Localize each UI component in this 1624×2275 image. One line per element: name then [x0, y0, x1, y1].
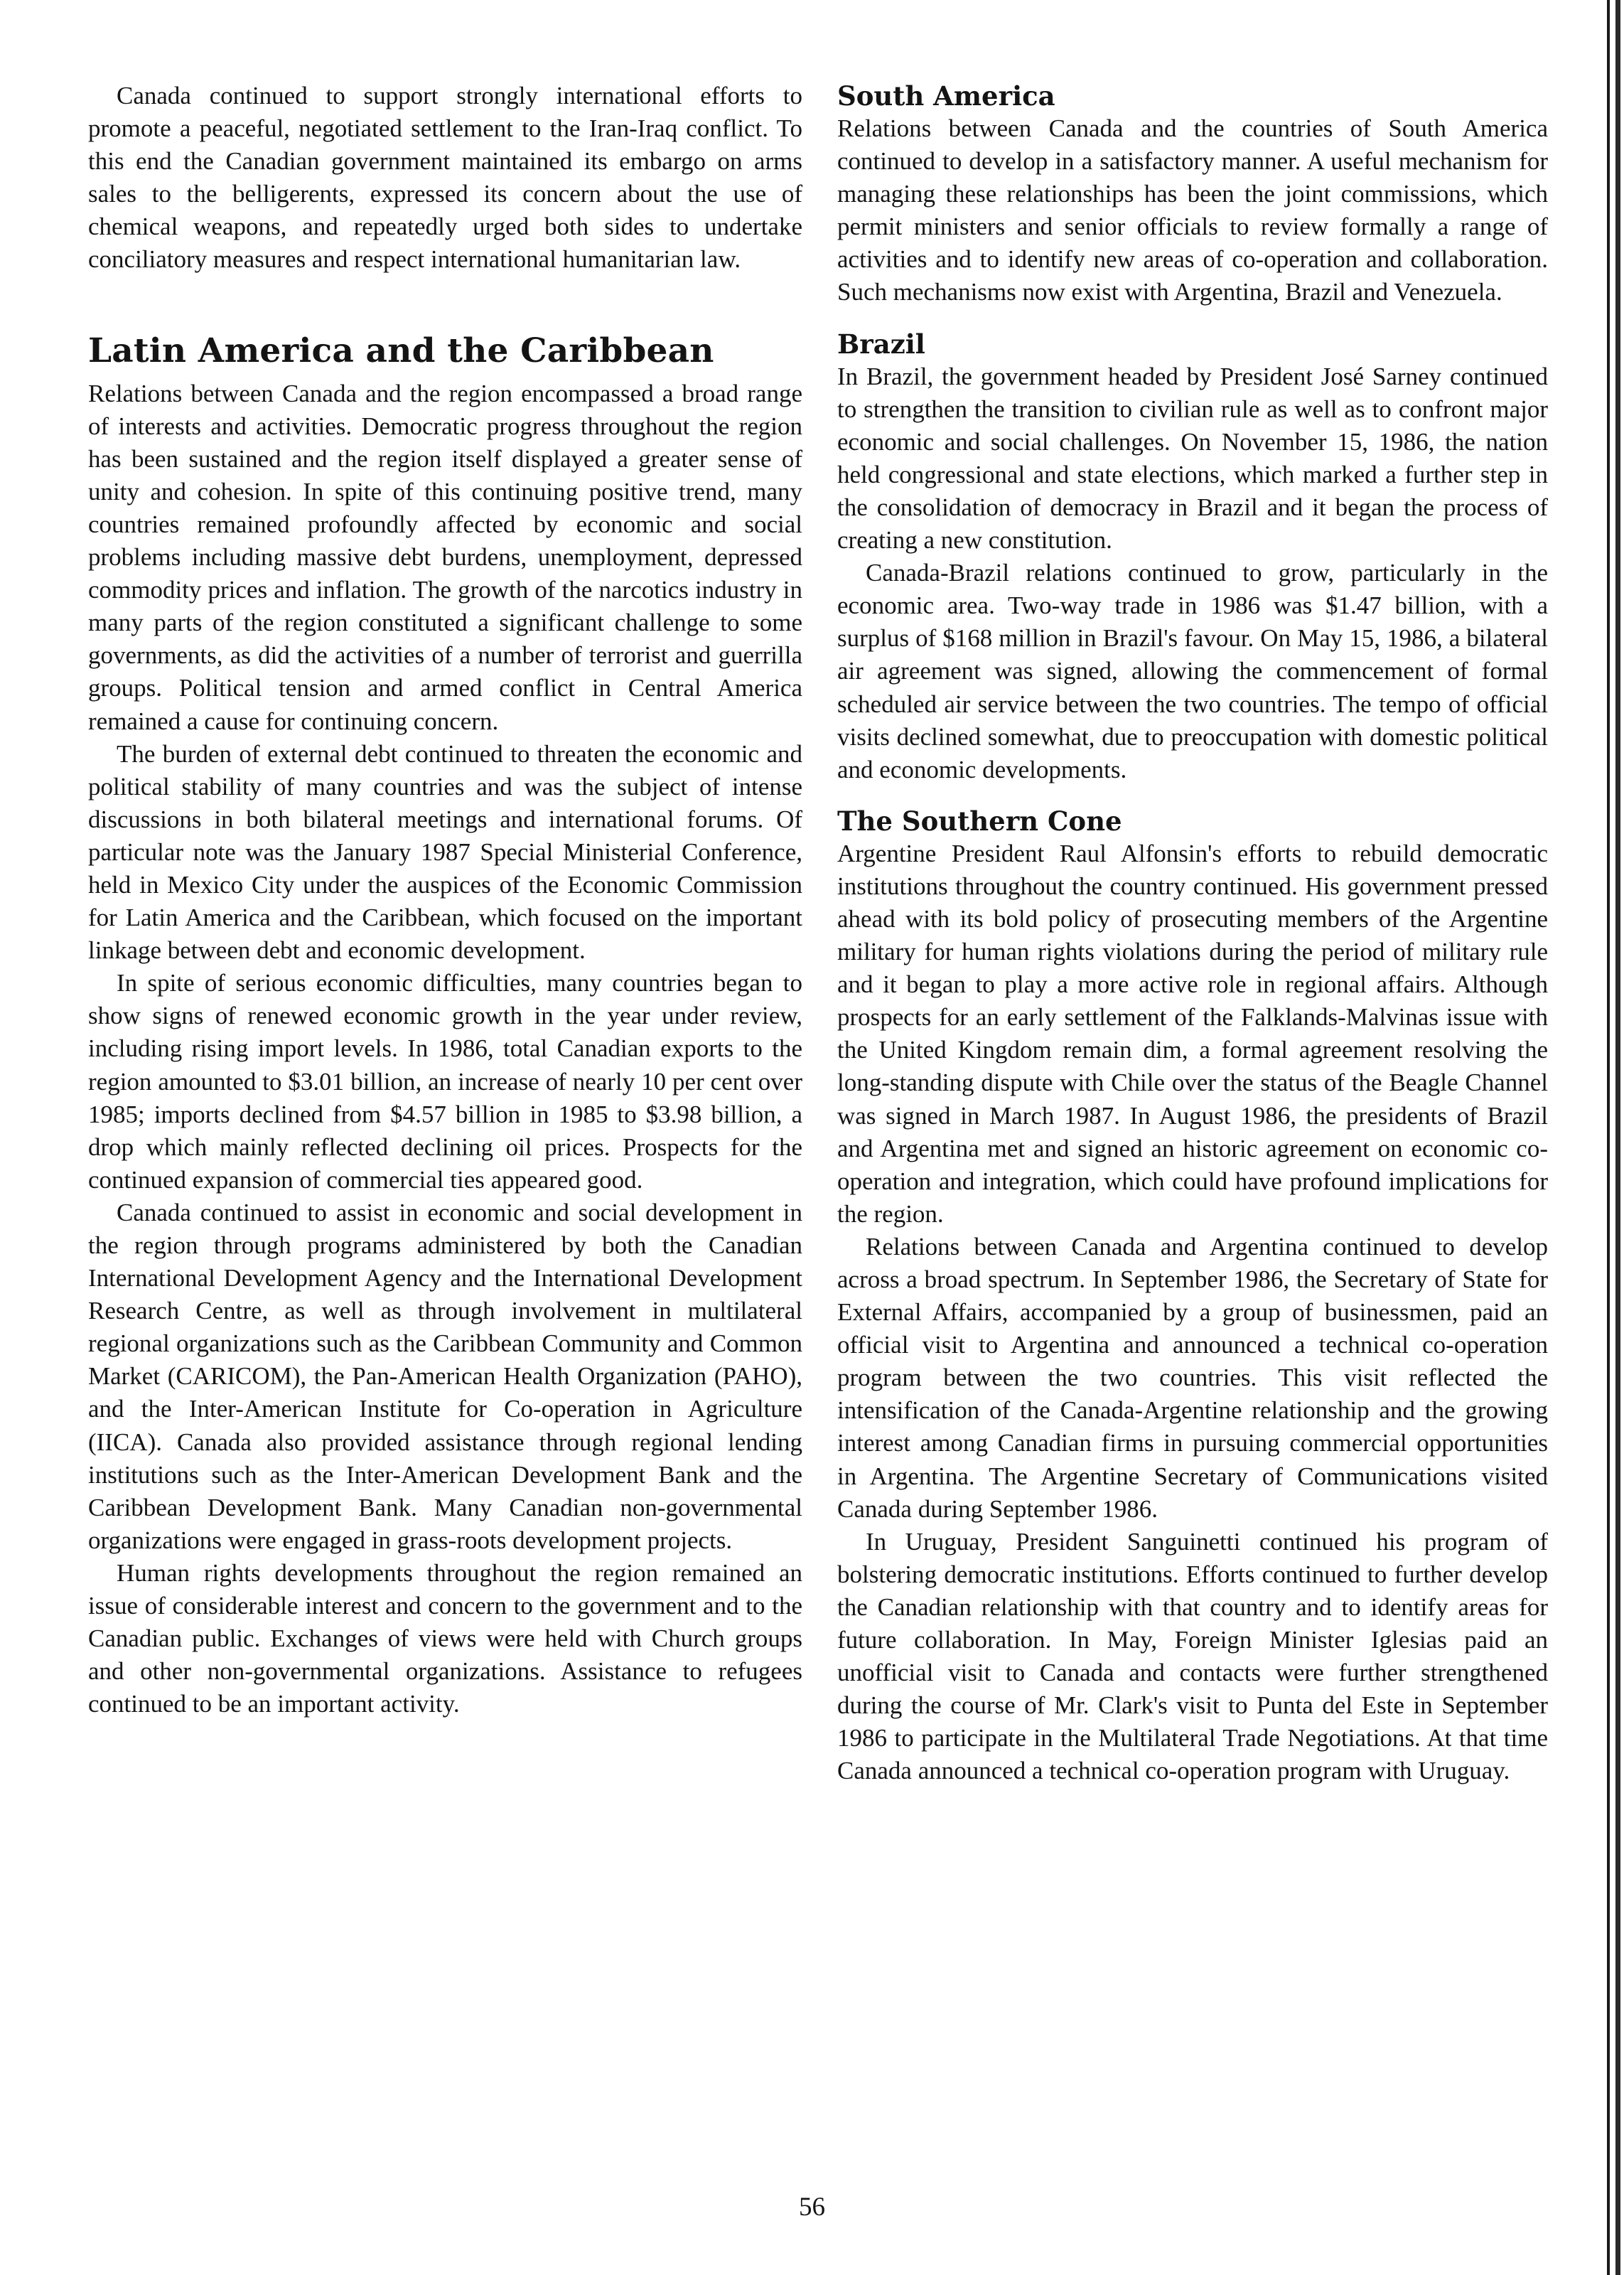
- body-paragraph: In Brazil, the government headed by President José Sarney continued to strengthen the transition to civilian rule as well as to confront major economic and social challenges. On November 15, 1986, the nation held congressional and state elections, which marked a further step in the consolidation of democracy in Brazil and it began the process of creating a new constitution.: [837, 362, 1548, 555]
- body-paragraph: In Uruguay, President Sanguinetti continued his program of bolstering democratic institutions. Efforts continued to further develop the Canadian relationship with that country and to identify areas for future collaboration. In May, Foreign Minister Iglesias paid an unofficial visit to Canada and contacts were further strengthened during the course of Mr. Clark's visit to Punta del Este in September 1986 to participate in the Multilateral Trade Negotiations. At that time Canada announced a technical co-operation program with Uruguay.: [837, 1527, 1548, 1785]
- body-paragraph: Relations between Canada and the region encompassed a broad range of interests and activities. Democratic progress throughout the region has been sustained and the region itself displayed a greater sense of unity and cohesion. In spite of this continuing positive trend, many countries remained profoundly affected by economic and social problems including massive debt burdens, unemployment, depressed commodity prices and inflation. The growth of the narcotics industry in many parts of the region constituted a significant challenge to some governments, as did the activities of a number of terrorist and guerrilla groups. Political tension and armed conflict in Central America remained a cause for continuing concern.: [88, 379, 802, 735]
- subsection-title-south-america: South America: [837, 80, 1055, 112]
- spacer: [837, 786, 1548, 805]
- body-paragraph: Argentine President Raul Alfonsin's efforts to rebuild democratic institutions throughout the country continued. His government pressed ahead with its bold policy of prosecuting members of the Argentine military for human rights violations during the period of military rule and it began to play a more active role in regional affairs. Although prospects for an early settlement of the Falklands-Malvinas issue with the United Kingdom remain dim, a formal agreement resolving the long-standing dispute with Chile over the status of the Beagle Channel was signed in March 1987. In August 1986, the presidents of Brazil and Argentina met and signed an historic agreement on economic co-operation and integration, which could have profound implications for the region.: [837, 839, 1548, 1228]
- page-edge-border: [1604, 0, 1624, 2275]
- spacer: [88, 372, 802, 378]
- subsection-title-southern-cone: The Southern Cone: [837, 805, 1122, 837]
- page-number: 56: [799, 2193, 825, 2222]
- body-paragraph: Relations between Canada and Argentina continued to develop across a broad spectrum. In September 1986, the Secretary of State for External Affairs, accompanied by a group of businessmen, paid an official visit to Argentina and announced a technical co-operation program between the two countries. This visit reflected the intensification of the Canada-Argentine relationship and the growing interest among Canadian firms in pursuing commercial opportunities in Argentina. The Argentine Secretary of Communications visited Canada during September 1986.: [837, 1232, 1548, 1523]
- body-paragraph: Relations between Canada and the countries of South America continued to develop in a satisfactory manner. A useful mechanism for managing these relationships has been the joint commissions, which permit ministers and senior officials to review formally a range of activities and to identify new areas of co-operation and collaboration. Such mechanisms now exist with Argentina, Brazil and Venezuela.: [837, 114, 1548, 306]
- left-column: [88, 80, 802, 1720]
- body-paragraph: Canada continued to assist in economic and social development in the region through programs administered by both the Canadian International Development Agency and the International Development Research Centre, as well as through involvement in multilateral regional organizations such as the Caribbean Community and Common Market (CARICOM), the Pan-American Health Organization (PAHO), and the Inter-American Institute for Co-operation in Agriculture (IICA). Canada also provided assistance through regional lending institutions such as the Inter-American Development Bank and the Caribbean Development Bank. Many Canadian non-governmental organizations were engaged in grass-roots development projects.: [88, 1198, 802, 1554]
- body-paragraph: Human rights developments throughout the region remained an issue of considerable interest and concern to the government and to the Canadian public. Exchanges of views were held with Church groups and other non-governmental organizations. Assistance to refugees continued to be an important activity.: [88, 1558, 802, 1718]
- body-paragraph: In spite of serious economic difficulties, many countries began to show signs of renewed economic growth in the year under review, including rising import levels. In 1986, total Canadian exports to the region amounted to $3.01 billion, an increase of nearly 10 per cent over 1985; imports declined from $4.57 billion in 1985 to $3.98 billion, a drop which mainly reflected declining oil prices. Prospects for the continued expansion of commercial ties appeared good.: [88, 969, 802, 1194]
- right-column: [837, 80, 1548, 1788]
- subsection-title-brazil: Brazil: [837, 328, 925, 360]
- spacer: [837, 309, 1548, 328]
- body-paragraph: Canada-Brazil relations continued to grow, particularly in the economic area. Two-way trade in 1986 was $1.47 billion, with a surplus of $168 million in Brazil's favour. On May 15, 1986, a bilateral air agreement was signed, allowing the commencement of formal scheduled air service between the two countries. The tempo of official visits declined somewhat, due to preoccupation with domestic political and economic developments.: [837, 559, 1548, 783]
- section-title: Latin America and the Caribbean: [88, 331, 714, 370]
- spacer: [88, 277, 802, 331]
- body-paragraph: The burden of external debt continued to threaten the economic and political stability of many countries and was the subject of intense discussions in both bilateral meetings and international forums. Of particular note was the January 1987 Special Ministerial Conference, held in Mexico City under the auspices of the Economic Commission for Latin America and the Caribbean, which focused on the important linkage between debt and economic development.: [88, 739, 802, 965]
- intro-paragraph: Canada continued to support strongly international efforts to promote a peaceful, negotiated settlement to the Iran-Iraq conflict. To this end the Canadian government maintained its embargo on arms sales to the belligerents, expressed its concern about the use of chemical weapons, and repeatedly urged both sides to undertake conciliatory measures and respect international humanitarian law.: [88, 82, 802, 274]
